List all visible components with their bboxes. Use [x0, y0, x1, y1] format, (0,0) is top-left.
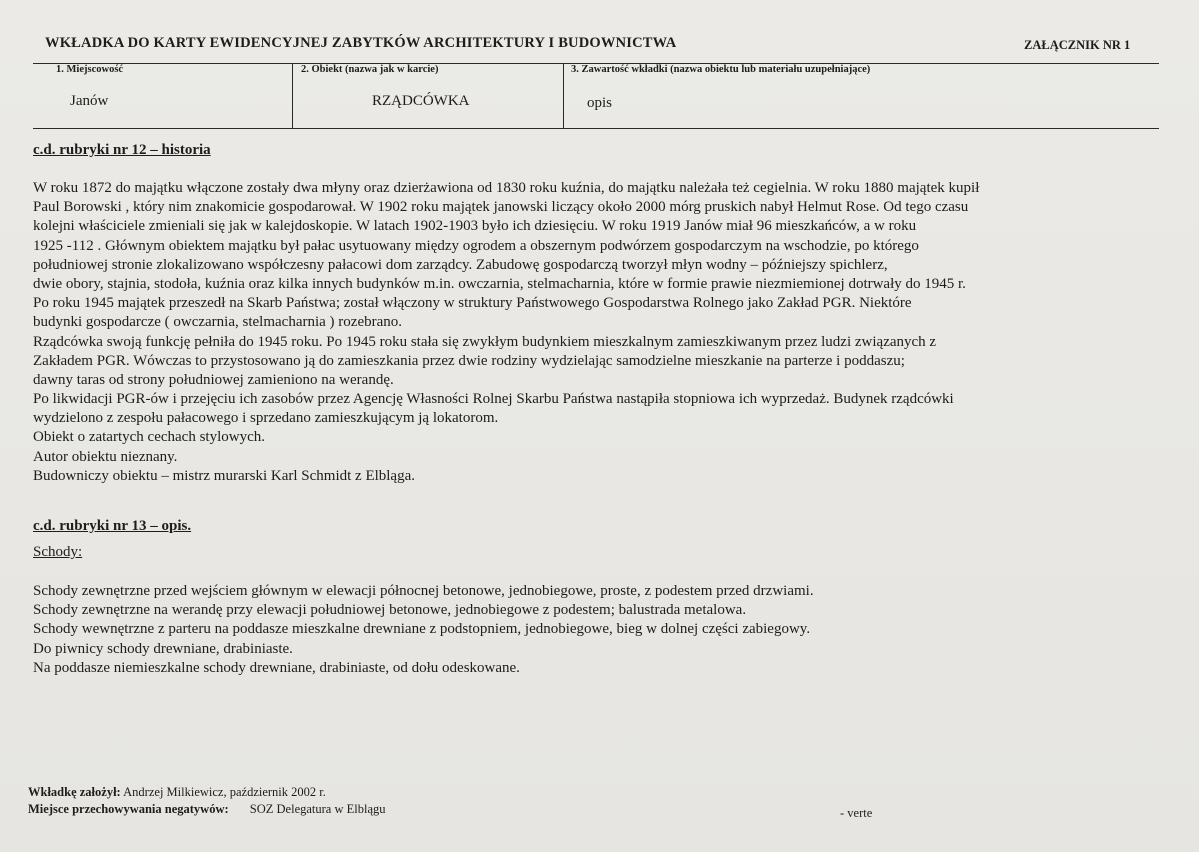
author-label: Wkładkę założył:	[28, 785, 121, 799]
footer-author	[28, 785, 326, 800]
attachment-number: ZAŁĄCZNIK NR 1	[1024, 38, 1131, 52]
footer-storage	[28, 802, 386, 817]
table-divider-2	[563, 63, 564, 128]
history-line: Po roku 1945 majątek przeszedł na Skarb Państwa; został włączony w struktury Państwowego Gospodarstwa Rolnego jako Zakład PGR. Niektóre	[33, 295, 912, 312]
description-subheading: Schody:	[33, 544, 83, 560]
stairs-line: Do piwnicy schody drewniane, drabiniaste.	[33, 640, 293, 657]
history-line: Paul Borowski , który nim znakomicie gospodarował. W 1902 roku majątek janowski liczący około 2000 mórg pruskich nabył Helmut Rose. Od tego czasu	[33, 199, 969, 216]
history-line: kolejni właściciele zmieniali się jak w kalejdoskopie. W latach 1902-1903 było ich dziesięciu. W roku 1919 Janów miał 96 mieszkańców, a w roku	[33, 218, 917, 235]
history-line: Zakładem PGR. Wówczas to przystosowano ją do zamieszkania przez dwie rodziny wydzielając samodzielne mieszkanie na parterze i poddaszu;	[33, 352, 905, 369]
description-heading: c.d. rubryki nr 13 – opis.	[33, 518, 192, 534]
document-title: WKŁADKA DO KARTY EWIDENCYJNEJ ZABYTKÓW ARCHITEKTURY I BUDOWNICTWA	[45, 35, 677, 51]
history-body	[33, 179, 979, 486]
history-line: 1925 -112 . Głównym obiektem majątku był pałac usytuowany między ogrodem a obszernym podwórzem gospodarczym na wschodzie, po którego	[33, 237, 919, 254]
field-value-locality: Janów	[70, 93, 109, 109]
field-label-locality: 1. Miejscowość	[56, 64, 124, 75]
description-body	[33, 582, 814, 678]
history-line: dwie obory, stajnia, stodoła, kuźnia oraz kilka innych budynków m.in. owczarnia, stelmacharnia, które w formie prawie niezmiemionej dotrwały do 1945 r.	[33, 275, 966, 292]
author-value: Andrzej Milkiewicz, październik 2002 r.	[123, 785, 326, 799]
stairs-line: Na poddasze niemieszkalne schody drewniane, drabiniaste, od dołu odeskowane.	[33, 659, 520, 676]
field-value-contents: opis	[587, 95, 613, 111]
history-line: wydzielono z zespołu pałacowego i sprzedano zamieszkującym ją lokatorom.	[33, 410, 499, 427]
history-heading: c.d. rubryki nr 12 – historia	[33, 142, 211, 158]
history-line: budynki gospodarcze ( owczarnia, stelmacharnia ) rozebrano.	[33, 314, 403, 331]
storage-label: Miejsce przechowywania negatywów:	[28, 802, 229, 816]
history-line: Obiekt o zatartych cechach stylowych.	[33, 429, 265, 446]
history-line: Rządcówka swoją funkcję pełniła do 1945 roku. Po 1945 roku stała się zwykłym budynkiem mieszkalnym zamieszkiwanym przez ludzi związanych z	[33, 333, 937, 350]
stairs-line: Schody wewnętrzne z parteru na poddasze mieszkalne drewniane z podstopniem, jednobiegowe, bieg w dolnej części zabiegowy.	[33, 621, 811, 638]
table-divider-1	[292, 63, 293, 128]
field-label-object: 2. Obiekt (nazwa jak w karcie)	[301, 64, 439, 75]
history-line: południowej stronie zlokalizowano współczesny pałacowi dom zarządcy. Zabudowę gospodarczą tworzył młyn wodny – późniejszy spichlerz,	[33, 256, 888, 273]
storage-value: SOZ Delegatura w Elblągu	[249, 802, 386, 816]
history-line: Budowniczy obiektu – mistrz murarski Karl Schmidt z Elbląga.	[33, 467, 416, 484]
history-line: Autor obiektu nieznany.	[33, 448, 178, 465]
verte-note: - verte	[840, 806, 873, 820]
history-line: W roku 1872 do majątku włączone zostały dwa młyny oraz dzierżawiona od 1830 roku kuźnia, do majątku należała też cegielnia. W roku 1880 majątek kupił	[33, 180, 980, 196]
field-label-contents: 3. Zawartość wkładki (nazwa obiektu lub materiału uzupełniające)	[571, 64, 871, 75]
table-bottom-rule	[33, 128, 1159, 129]
history-line: Po likwidacji PGR-ów i przejęciu ich zasobów przez Agencję Własności Rolnej Skarbu Państwa nastąpiła stopniowa ich wyprzedaż. Budynek rządcówki	[33, 391, 954, 408]
stairs-line: Schody zewnętrzne przed wejściem głównym w elewacji północnej betonowe, jednobiegowe, proste, z podestem przed drzwiami.	[33, 583, 814, 599]
field-value-object: RZĄDCÓWKA	[372, 93, 470, 109]
history-line: dawny taras od strony południowej zamieniono na werandę.	[33, 371, 394, 388]
stairs-line: Schody zewnętrzne na werandę przy elewacji południowej betonowe, jednobiegowe z podestem; balustrada metalowa.	[33, 602, 747, 619]
